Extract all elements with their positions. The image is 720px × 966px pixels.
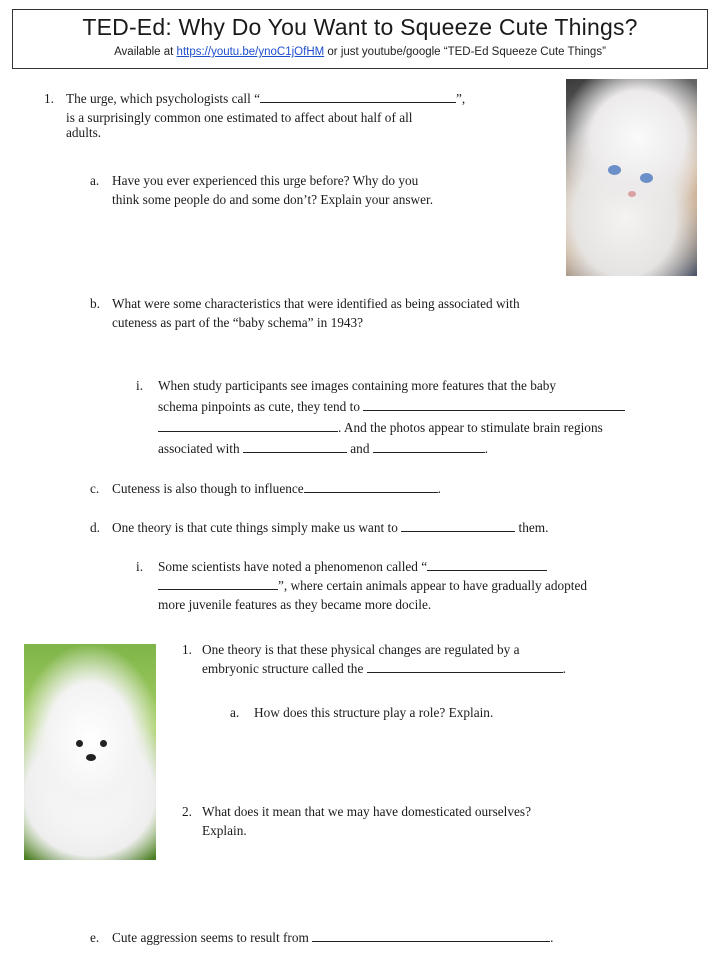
worksheet-title: TED-Ed: Why Do You Want to Squeeze Cute Things? [82,14,638,40]
answer-blank-cuteness-influence[interactable] [304,480,438,493]
video-availability-line [13,46,707,58]
question-1b-i-and: and [350,441,370,456]
question-1e-marker: e. [90,930,100,945]
question-1d-text: One theory is that cute things simply make us want to [112,520,398,535]
question-1d-end: them. [518,520,549,535]
video-link[interactable]: https://youtu.be/ynoC1jOfHM [176,46,325,58]
answer-blank-brain-region-2[interactable] [373,440,485,453]
answer-blank-tend-to-part2[interactable] [158,419,338,432]
question-1b-i-line3-end: . And the photos appear to stimulate brain regions [338,420,603,435]
answer-blank-brain-region-1[interactable] [243,440,347,453]
question-1d-i-2-line1: What does it mean that we may have domesticated ourselves? [202,804,531,819]
worksheet-header [12,9,708,69]
answer-blank-want-to[interactable] [401,519,515,532]
question-1a [90,171,560,211]
answer-blank-embryonic-structure[interactable] [367,660,563,673]
question-1d-i-line1: Some scientists have noted a phenomenon called “ [158,559,428,574]
question-1d-i-1-line2-end: . [562,661,566,676]
question-1d-i-line3: more juvenile features as they became more docile. [158,597,432,612]
question-1b-i-marker: i. [136,378,144,393]
kitten-photo [566,79,697,276]
question-1d-i-1-a-marker: a. [230,705,240,720]
question-1d-i-2-marker: 2. [182,804,192,819]
question-1d-marker: d. [90,520,100,535]
answer-blank-cute-aggression[interactable] [312,929,550,942]
question-1b-i-line1: When study participants see images containing more features that the baby [158,378,557,393]
answer-blank-tend-to-part1[interactable] [363,398,625,411]
question-1-line3: adults. [66,125,102,140]
puppy-photo [24,644,156,860]
question-1d-i-1-marker: 1. [182,642,192,657]
available-suffix: or just youtube/google “TED-Ed Squeeze Cute Things” [327,46,606,58]
question-1-line2: is a surprisingly common one estimated to affect about half of all [66,110,413,125]
question-1e-text: Cute aggression seems to result from [112,930,309,945]
question-1d-i [136,557,706,617]
question-1b-i [136,375,706,455]
question-1b-line1: What were some characteristics that were identified as being associated with [112,296,520,311]
question-1a-line2: think some people do and some don’t? Explain your answer. [112,192,434,207]
question-1d-i-2 [182,802,662,842]
question-1d-i-1-line2: embryonic structure called the [202,661,364,676]
question-1b-i-line4-end: . [484,441,489,456]
question-1e [90,928,690,948]
answer-blank-urge-name[interactable] [260,90,456,103]
question-1e-end: . [550,930,554,945]
question-1d-i-1 [182,640,652,680]
question-1b-i-line4: associated with [158,441,240,456]
question-1a-line1: Have you ever experienced this urge before? Why do you [112,173,419,188]
question-1b-marker: b. [90,296,100,311]
question-1d-i-2-line2: Explain. [202,823,247,838]
question-1c [90,479,690,499]
answer-blank-phenomenon-part1[interactable] [427,558,547,571]
question-1-line1-end: ”, [456,91,466,106]
question-1b [90,294,690,334]
question-1a-marker: a. [90,173,100,188]
question-1c-text: Cuteness is also though to influence [112,481,304,496]
answer-blank-phenomenon-part2[interactable] [158,577,278,590]
question-1c-end: . [437,481,441,496]
question-1d-i-1-a-text: How does this structure play a role? Explain. [254,705,494,720]
question-1c-marker: c. [90,481,100,496]
question-1d-i-marker: i. [136,559,144,574]
question-1 [44,89,564,149]
question-1b-i-line2: schema pinpoints as cute, they tend to [158,399,360,414]
available-prefix: Available at [114,46,174,58]
question-1d-i-1-a [230,703,630,723]
question-1d [90,518,710,538]
question-1-marker: 1. [44,91,54,106]
question-1-line1: The urge, which psychologists call “ [66,91,260,106]
question-1d-i-1-line1: One theory is that these physical changes are regulated by a [202,642,520,657]
question-1d-i-line2-end: ”, where certain animals appear to have gradually adopted [278,578,588,593]
question-1b-line2: cuteness as part of the “baby schema” in 1943? [112,315,364,330]
